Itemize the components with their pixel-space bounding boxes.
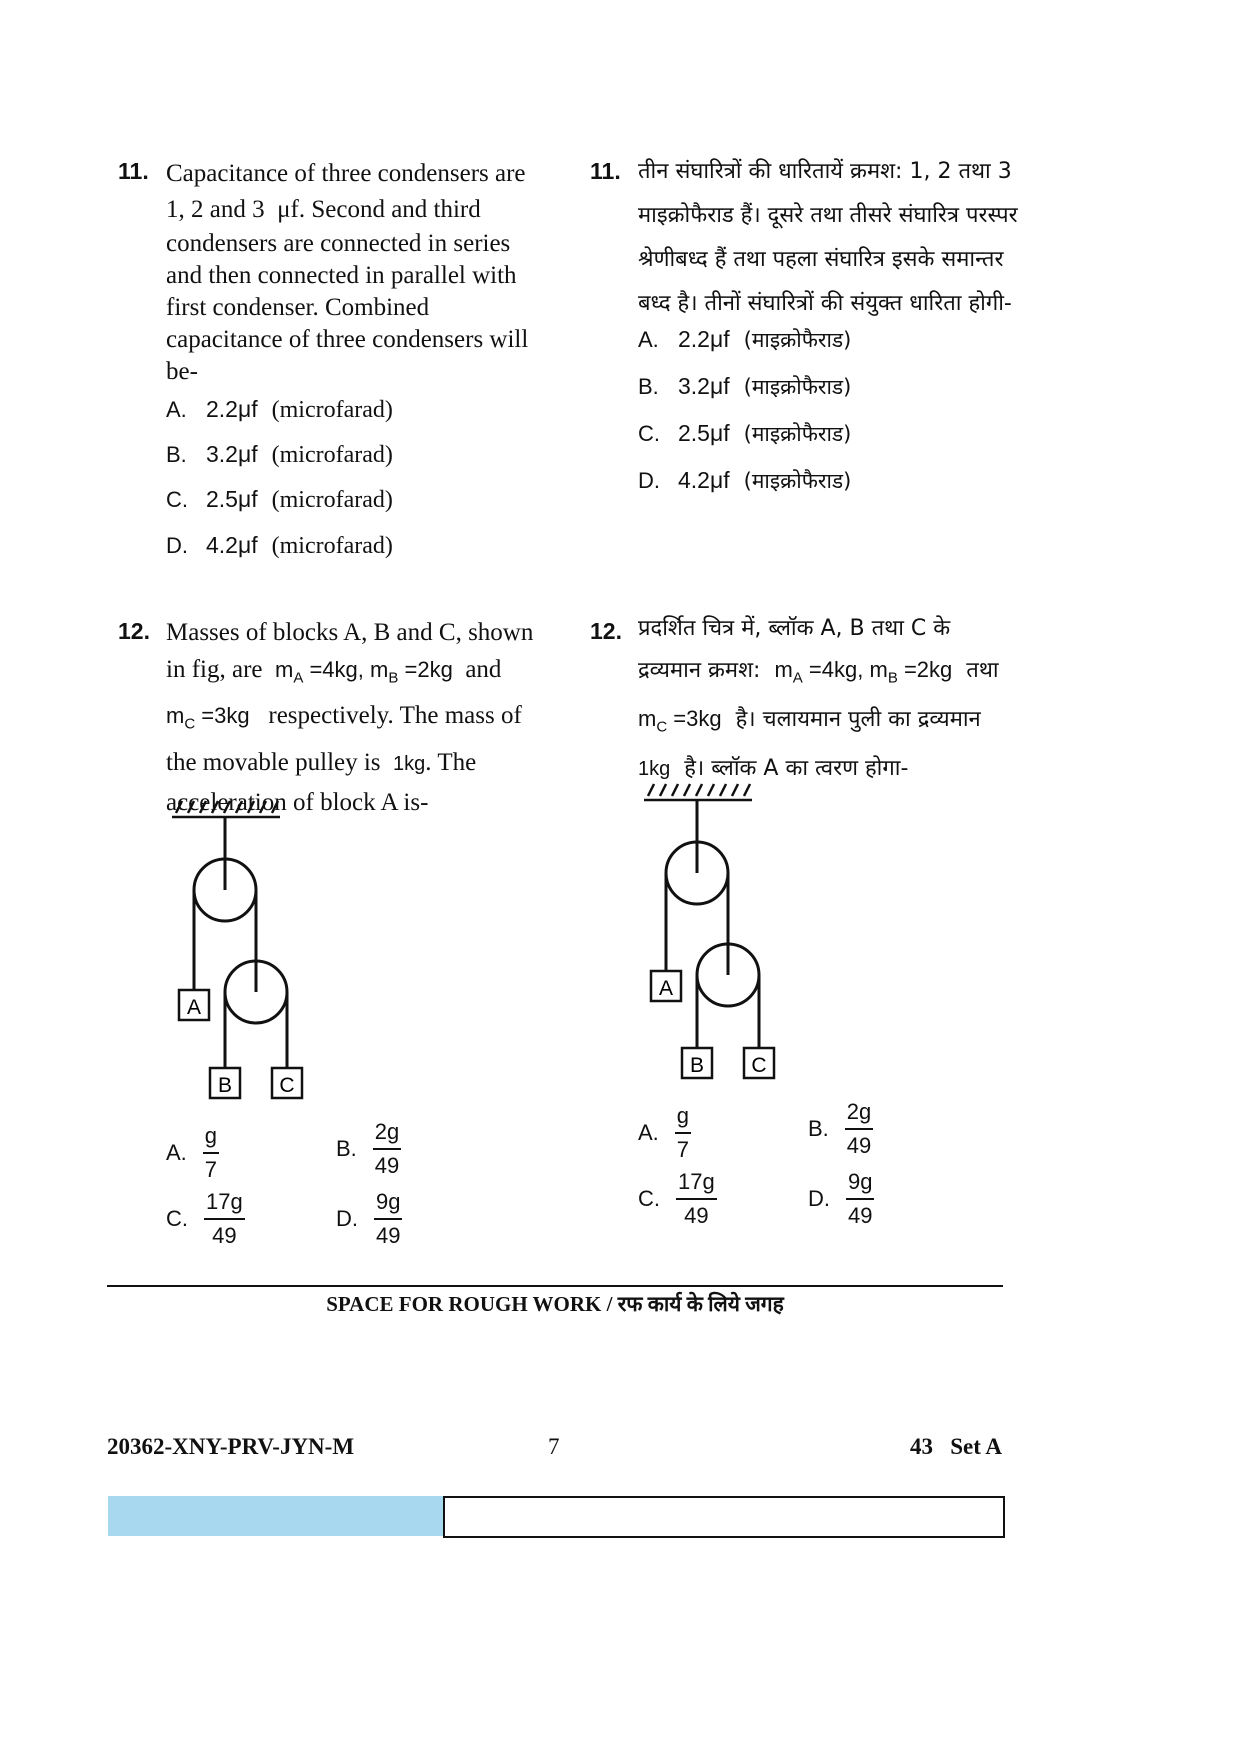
q11-line: 1, 2 and 3 μf. Second and third bbox=[166, 196, 481, 223]
q12-hi-line: द्रव्यमान क्रमश: $m_A =4kg$, $m_B =2kg$ तथा bbox=[638, 657, 999, 687]
question-11-text-hi bbox=[638, 150, 1038, 326]
q12-line: Masses of blocks A, B and C, shown bbox=[166, 619, 534, 646]
fraction: $\frac{9g}{49}$ bbox=[848, 1169, 873, 1228]
fraction: $\frac{17g}{49}$ bbox=[206, 1189, 243, 1248]
q11-option-d-hi[interactable]: D. 4.2μf (माइक्रोफैराड) bbox=[638, 467, 852, 493]
q12-hi-line: प्रदर्शित चित्र में, ब्लॉक A, B तथा C के bbox=[638, 616, 951, 641]
q12-line: acceleration of block A is- bbox=[166, 788, 429, 816]
q11-option-c-en[interactable]: C. 2.5μf (microfarad) bbox=[166, 486, 393, 513]
question-11-number-hi: 11. bbox=[590, 158, 621, 184]
ceiling-support bbox=[644, 784, 752, 800]
page-number: 7 bbox=[548, 1434, 560, 1459]
q11-line: capacitance of three condensers will bbox=[166, 326, 529, 353]
block-b-label: B bbox=[217, 1074, 233, 1097]
q11-line: condensers are connected in series bbox=[166, 230, 511, 257]
q11-hi-line: बध्द है। तीनों संघारित्रों की संयुक्त धारिता होगी- bbox=[638, 291, 1012, 316]
set-label: 43 Set A bbox=[910, 1434, 1002, 1459]
q12-option-d-hi[interactable]: D. $\frac{9g}{49}$ bbox=[808, 1169, 873, 1228]
q12-option-b-en[interactable]: B. $\frac{2g}{49}$ bbox=[336, 1119, 400, 1178]
fraction: $\frac{9g}{49}$ bbox=[376, 1189, 401, 1248]
q12-hi-line: 1kg है। ब्लॉक A का त्वरण होगा- bbox=[638, 755, 909, 781]
q12-option-c-hi[interactable]: C. $\frac{17g}{49}$ bbox=[638, 1169, 715, 1228]
q11-option-c-hi[interactable]: C. 2.5μf (माइक्रोफैराड) bbox=[638, 420, 852, 446]
q11-hi-line: माइक्रोफैराड हैं। दूसरे तथा तीसरे संघारित्र परस्पर bbox=[638, 203, 1018, 228]
q12-line: the movable pulley is 1kg. The bbox=[166, 748, 477, 776]
rough-work-label: SPACE FOR ROUGH WORK / रफ कार्य के लिये जगह bbox=[326, 1292, 784, 1316]
question-12-number-hi: 12. bbox=[590, 618, 622, 644]
block-a-label: A bbox=[658, 977, 674, 1000]
q12-hi-line: $m_C =3kg$ है। चलायमान पुली का द्रव्यमान bbox=[638, 706, 981, 736]
empty-box bbox=[443, 1496, 1005, 1538]
question-11-text-en bbox=[166, 156, 546, 390]
fraction: $\frac{2g}{49}$ bbox=[846, 1099, 872, 1158]
fraction: $\frac{2g}{49}$ bbox=[374, 1119, 400, 1178]
paper-code: 20362-XNY-PRV-JYN-M bbox=[107, 1434, 355, 1459]
q11-option-b-hi[interactable]: B. 3.2μf (माइक्रोफैराड) bbox=[638, 373, 852, 399]
rough-work-divider bbox=[107, 1285, 1003, 1287]
q11-option-a-en[interactable]: A. 2.2μf (microfarad) bbox=[166, 396, 393, 423]
question-12-number-en: 12. bbox=[118, 618, 150, 644]
blue-bar bbox=[108, 1496, 443, 1536]
q12-line: $m_C =3kg$ respectively. The mass of bbox=[166, 702, 522, 733]
q11-line: and then connected in parallel with bbox=[166, 262, 517, 289]
q11-option-d-en[interactable]: D. 4.2μf (microfarad) bbox=[166, 532, 393, 559]
block-b-label: B bbox=[689, 1054, 705, 1077]
q12-option-a-hi[interactable]: A. $\frac{g}{7}$ bbox=[638, 1103, 690, 1162]
q11-line: be- bbox=[166, 358, 198, 385]
question-12-text-en bbox=[166, 614, 546, 821]
q12-option-c-en[interactable]: C. $\frac{17g}{49}$ bbox=[166, 1189, 243, 1248]
ceiling-support bbox=[172, 801, 280, 817]
question-11-number-en: 11. bbox=[118, 158, 149, 184]
q12-option-b-hi[interactable]: B. $\frac{2g}{49}$ bbox=[808, 1099, 872, 1158]
q12-option-a-en[interactable]: A. $\frac{g}{7}$ bbox=[166, 1123, 218, 1182]
fraction: $\frac{g}{7}$ bbox=[676, 1103, 690, 1162]
block-c-label: C bbox=[751, 1054, 767, 1077]
q11-line: first condenser. Combined bbox=[166, 294, 430, 321]
q11-hi-line: तीन संघारित्रों की धारितायें क्रमश: 1, 2 तथा 3 bbox=[638, 159, 1012, 184]
q11-line: Capacitance of three condensers are bbox=[166, 160, 526, 187]
pulley-diagram-en bbox=[160, 795, 320, 1105]
fraction: $\frac{g}{7}$ bbox=[204, 1123, 218, 1182]
question-12-text-hi bbox=[638, 608, 1038, 790]
fraction: $\frac{17g}{49}$ bbox=[678, 1169, 715, 1228]
q11-option-b-en[interactable]: B. 3.2μf (microfarad) bbox=[166, 441, 393, 468]
block-c-label: C bbox=[279, 1074, 295, 1097]
q12-line: in fig, are $m_A =4kg$, $m_B =2kg$ and bbox=[166, 656, 502, 687]
q11-hi-line: श्रेणीबध्द हैं तथा पहला संघारित्र इसके समान्तर bbox=[638, 247, 1004, 272]
pulley-diagram-hi bbox=[632, 778, 792, 1088]
q11-option-a-hi[interactable]: A. 2.2μf (माइक्रोफैराड) bbox=[638, 326, 852, 352]
q12-option-d-en[interactable]: D. $\frac{9g}{49}$ bbox=[336, 1189, 401, 1248]
block-a-label: A bbox=[186, 996, 202, 1019]
